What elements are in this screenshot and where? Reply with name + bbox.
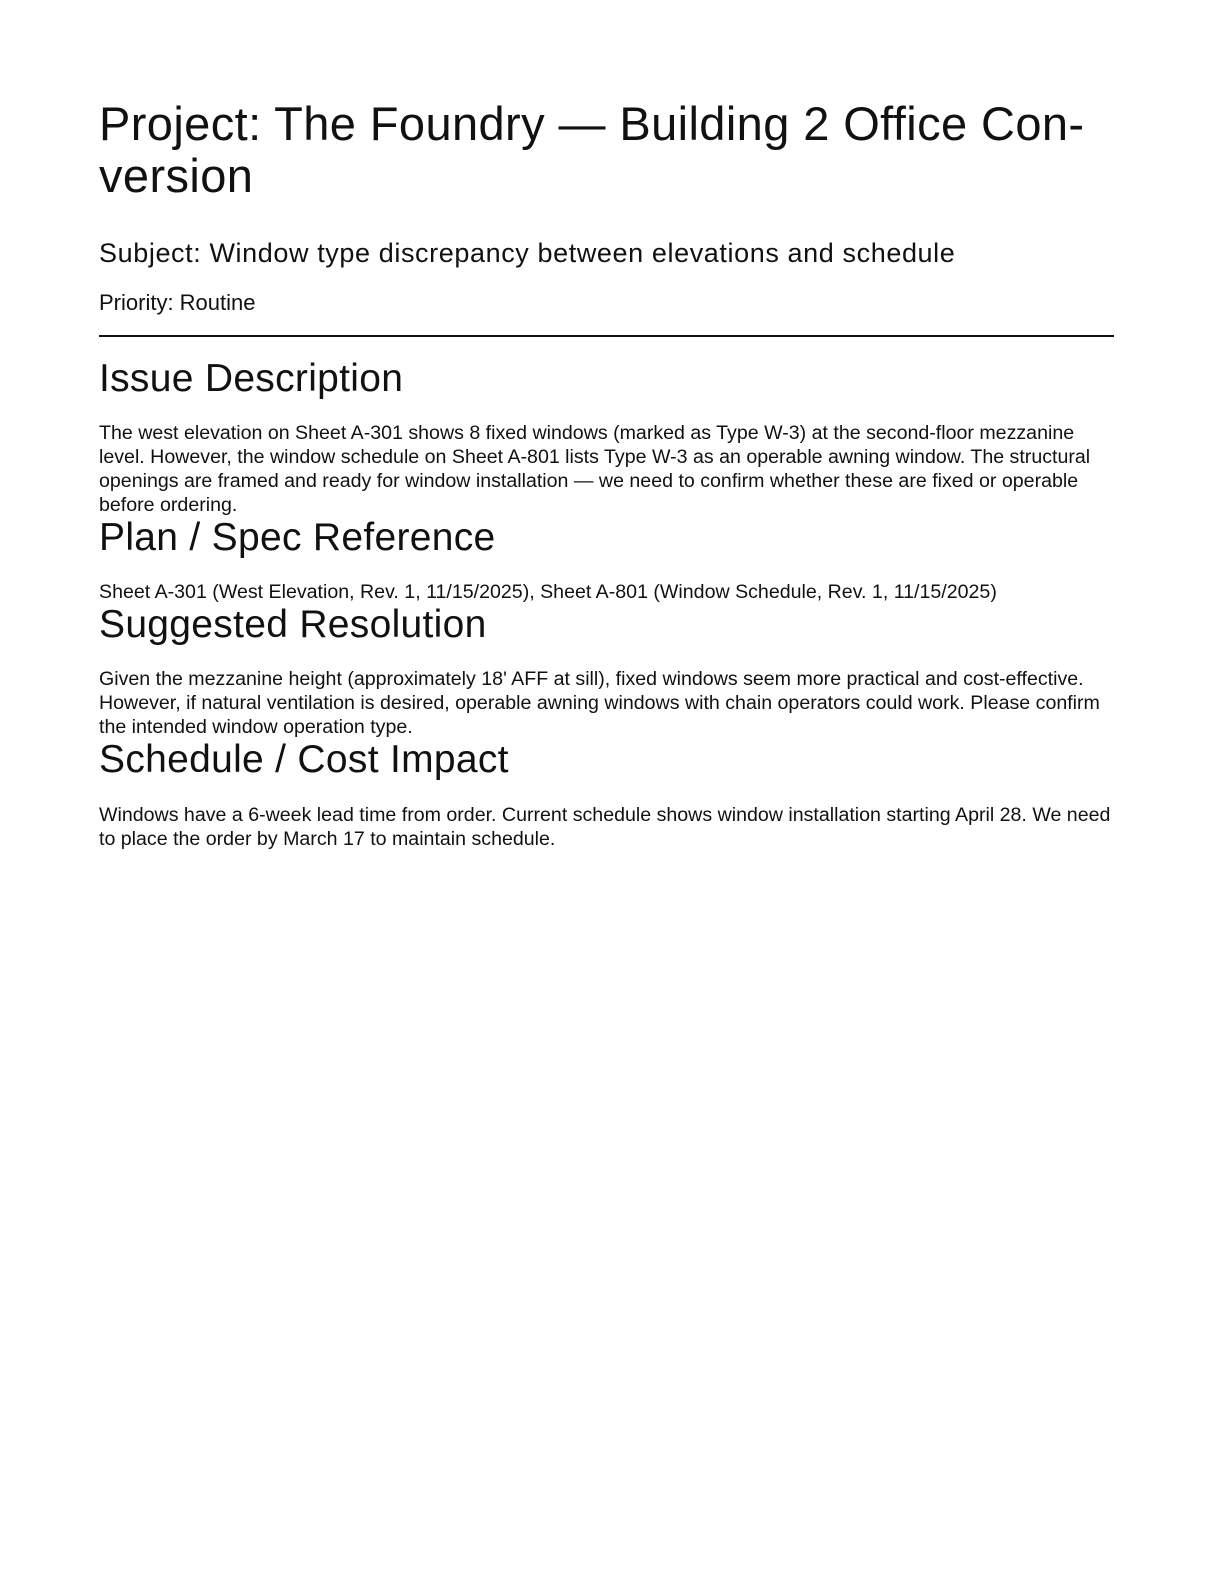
schedule-cost-impact-heading: Schedule / Cost Impact (99, 738, 509, 781)
issue-description-heading: Issue Description (99, 357, 404, 400)
issue-description-body: The west elevation on Sheet A-301 shows 8 fixed windows (marked as Type W-3) at the second-floor mezzanine level. However, the window schedule on Sheet A-801 lists Type W-3 as an operable awning window. The structural openings are framed and ready for window installation — we need to confirm whether these are fixed or operable before ordering. (99, 422, 1091, 516)
subject-line: Subject: Window type discrepancy between elevations and schedule (99, 238, 956, 268)
project-title: Project: The Foundry — Building 2 Office Con-version (99, 97, 1085, 202)
suggested-resolution-heading: Suggested Resolution (99, 603, 487, 646)
plan-spec-reference-body: Sheet A-301 (West Elevation, Rev. 1, 11/15/2025), Sheet A-801 (Window Schedule, Rev. 1, 11/15/2025) (99, 581, 997, 603)
priority-line: Priority: Routine (99, 290, 256, 315)
plan-spec-reference-heading: Plan / Spec Reference (99, 516, 496, 559)
header-divider (99, 335, 1114, 337)
suggested-resolution-body: Given the mezzanine height (approximately 18' AFF at sill), fixed windows seem more practical and cost-effective. However, if natural ventilation is desired, operable awning windows with chain operators could work. Please confirm the intended window operation type. (99, 668, 1100, 738)
schedule-cost-impact-body: Windows have a 6-week lead time from order. Current schedule shows window installation starting April 28. We need to place the order by March 17 to maintain schedule. (99, 804, 1111, 850)
